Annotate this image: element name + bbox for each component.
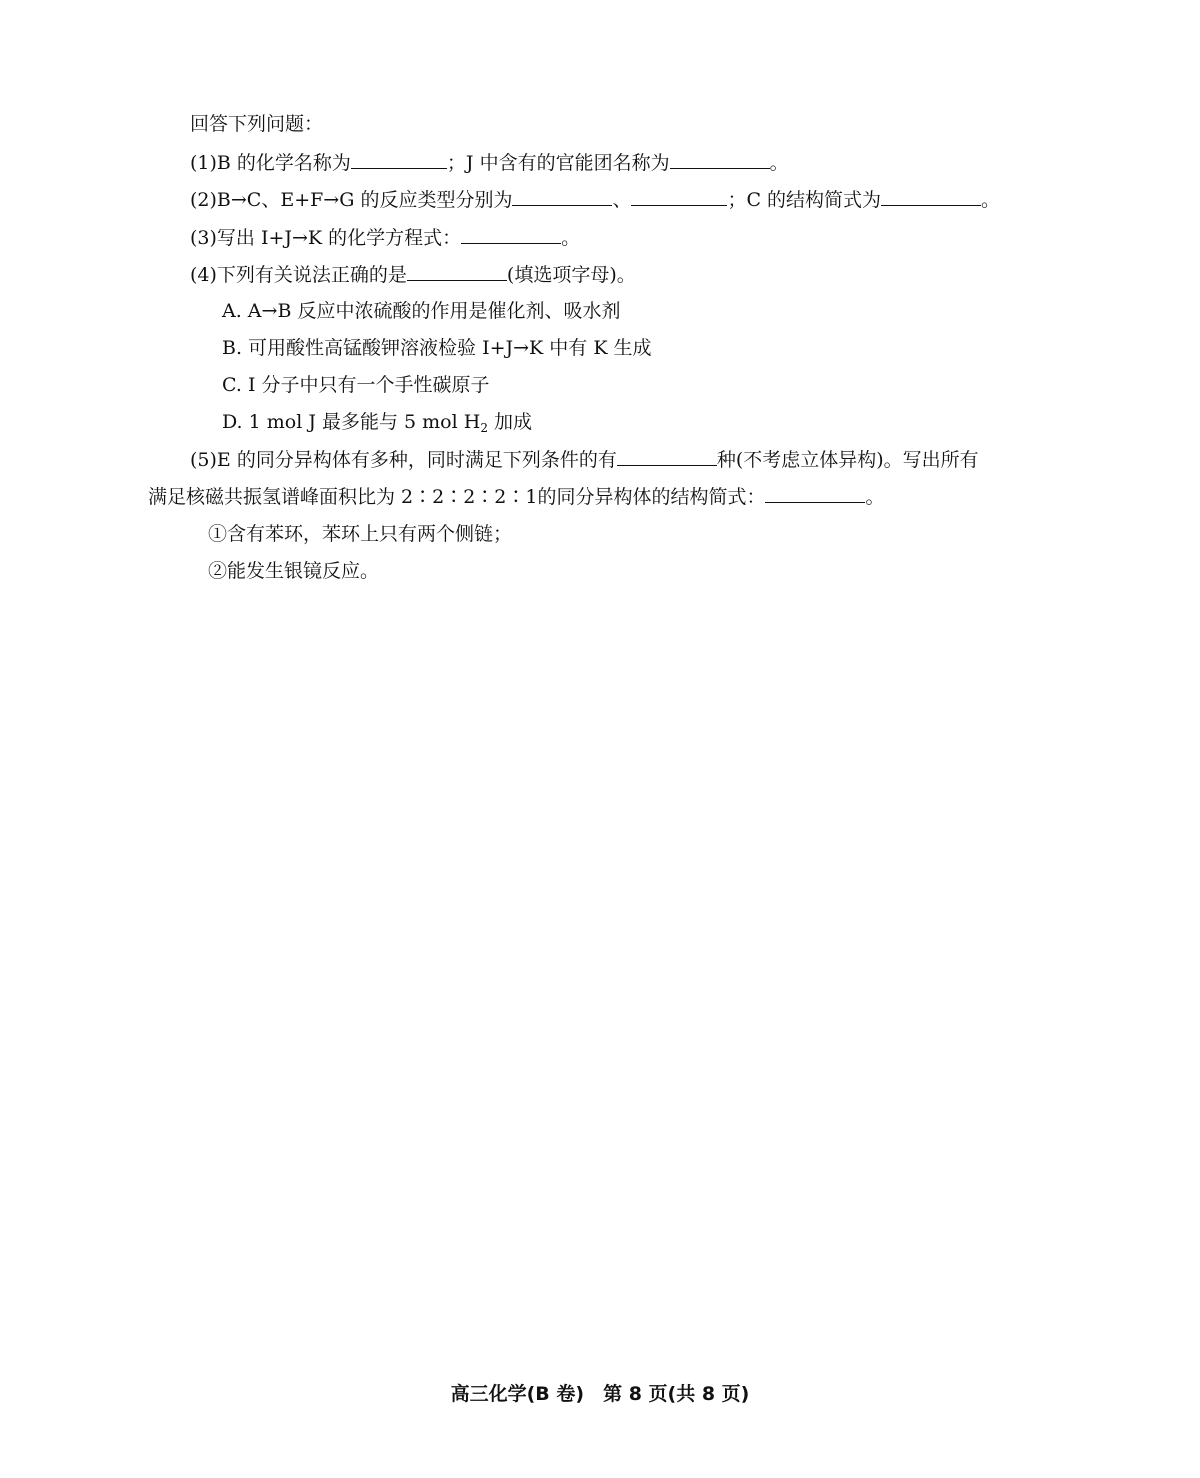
option-d-text-post: 加成 [487, 411, 532, 433]
q3-text-b: 。 [561, 227, 581, 249]
condition-2-text: ②能发生银镜反应。 [208, 560, 380, 582]
footer-text: 高三化学(B 卷) 第 8 页(共 8 页) [450, 1383, 750, 1405]
q1-text-c: 。 [769, 152, 789, 174]
option-b-text: B. 可用酸性高锰酸钾溶液检验 I+J→K 中有 K 生成 [222, 337, 652, 359]
q2-text-b: 、 [612, 189, 632, 211]
condition-1 [208, 522, 512, 546]
option-d [222, 410, 532, 440]
answer-blank[interactable] [670, 150, 770, 169]
q5-text-b: 种(不考虑立体异构)。写出所有 [716, 449, 979, 471]
answer-blank[interactable] [617, 447, 717, 466]
answer-blank[interactable] [461, 225, 561, 244]
question-2 [190, 187, 1000, 212]
condition-1-text: ①含有苯环，苯环上只有两个侧链； [208, 523, 513, 545]
question-3 [190, 225, 580, 250]
intro-text: 回答下列问题： [190, 113, 324, 135]
q1-text-b: ；J 中含有的官能团名称为 [446, 152, 670, 174]
option-c-text: C. I 分子中只有一个手性碳原子 [222, 374, 490, 396]
question-5 [190, 447, 979, 472]
answer-blank[interactable] [881, 187, 981, 206]
option-d-text: D. 1 mol J 最多能与 5 mol H [222, 411, 481, 433]
answer-blank[interactable] [765, 484, 865, 503]
option-d-subscript: 2 [480, 421, 488, 435]
answer-blank[interactable] [512, 187, 612, 206]
q3-text-a: (3)写出 I+J→K 的化学方程式： [190, 227, 462, 249]
q5-text-c: 满足核磁共振氢谱峰面积比为 2∶2∶2∶2∶1的同分异构体的结构简式： [148, 486, 766, 508]
q4-text-a: (4)下列有关说法正确的是 [190, 264, 407, 286]
q2-text-d: 。 [981, 189, 1001, 211]
answer-blank[interactable] [351, 150, 447, 169]
condition-2 [208, 559, 379, 583]
question-4 [190, 262, 636, 287]
q5-text-a: (5)E 的同分异构体有多种，同时满足下列条件的有 [190, 449, 617, 471]
q2-text-a: (2)B→C、E+F→G 的反应类型分别为 [190, 189, 513, 211]
option-b [222, 336, 652, 360]
q1-text-a: (1)B 的化学名称为 [190, 152, 351, 174]
answer-blank[interactable] [631, 187, 727, 206]
q4-text-b: (填选项字母)。 [506, 264, 636, 286]
intro-line [190, 112, 323, 136]
q5-text-d: 。 [865, 486, 885, 508]
answer-blank[interactable] [407, 262, 507, 281]
option-c [222, 373, 490, 397]
question-5-continued [148, 484, 885, 509]
question-1 [190, 150, 789, 175]
q2-text-c: ；C 的结构简式为 [727, 189, 882, 211]
page-footer [0, 1382, 1200, 1406]
option-a-text: A. A→B 反应中浓硫酸的作用是催化剂、吸水剂 [222, 300, 621, 322]
option-a [222, 299, 620, 323]
